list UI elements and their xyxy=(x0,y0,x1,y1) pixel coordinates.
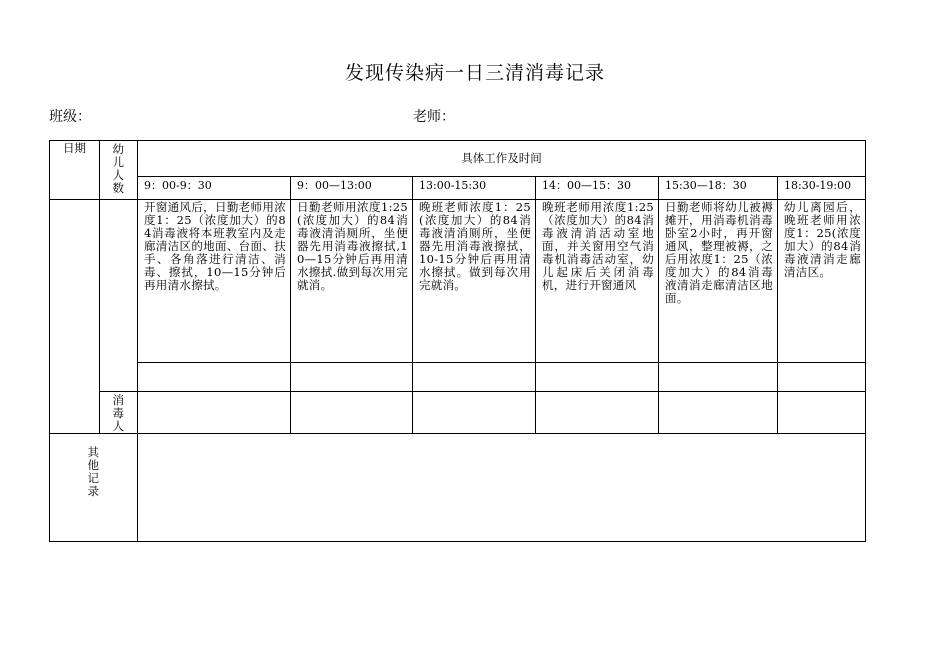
blank-cell[interactable] xyxy=(413,363,536,392)
time-slot: 18:30-19:00 xyxy=(778,177,866,200)
disinfector-label: 消毒人 xyxy=(100,392,138,434)
other-records-cell[interactable] xyxy=(138,434,866,542)
task-description: 幼儿离园后，晚班老师用浓度1：25(浓度加大）的84消毒液清消走廊清洁区。 xyxy=(778,200,866,363)
disinfector-row xyxy=(50,392,866,434)
page-title: 发现传染病一日三清消毒记录 xyxy=(344,62,605,84)
disinfector-signature-cell[interactable] xyxy=(413,392,536,434)
teacher-label: 老师： xyxy=(413,109,455,125)
blank-cell[interactable] xyxy=(659,363,778,392)
other-records-row xyxy=(50,434,866,542)
blank-row xyxy=(50,363,866,392)
class-label: 班级： xyxy=(49,109,91,125)
children-count-cell[interactable] xyxy=(100,200,138,392)
time-slot-row xyxy=(50,177,866,200)
time-slot: 9：00—13:00 xyxy=(291,177,413,200)
task-description: 晚班老师浓度1：25(浓度加大）的84消毒液清消厕所，坐便器先用消毒液擦拭，10-15分钟后再用清水擦拭。做到每次用完就消。 xyxy=(413,200,536,363)
task-description: 日勤老师用浓度1:25(浓度加大）的84消毒液清消厕所，坐便器先用消毒液擦拭,10—15分钟后再用清水擦拭.做到每次用完就消。 xyxy=(291,200,413,363)
blank-cell[interactable] xyxy=(778,363,866,392)
blank-cell[interactable] xyxy=(138,363,291,392)
time-slot: 13:00-15:30 xyxy=(413,177,536,200)
time-slot: 15:30—18：30 xyxy=(659,177,778,200)
blank-cell[interactable] xyxy=(291,363,413,392)
time-slot: 9：00-9：30 xyxy=(138,177,291,200)
disinfector-signature-cell[interactable] xyxy=(659,392,778,434)
header-row xyxy=(50,141,866,177)
time-slot: 14：00—15：30 xyxy=(536,177,659,200)
date-header: 日期 xyxy=(50,141,100,200)
work-time-header: 具体工作及时间 xyxy=(138,141,866,177)
task-row xyxy=(50,200,866,363)
task-description: 晚班老师用浓度1:25（浓度加大）的84消毒液清消活动室地面，并关窗用空气消毒机消毒活动室，幼儿起床后关闭消毒机，进行开窗通风 xyxy=(536,200,659,363)
blank-cell[interactable] xyxy=(536,363,659,392)
disinfection-record-table xyxy=(49,140,866,542)
date-cell[interactable] xyxy=(50,200,100,434)
disinfector-signature-cell[interactable] xyxy=(778,392,866,434)
disinfector-signature-cell[interactable] xyxy=(291,392,413,434)
task-description: 日勤老师将幼儿被褥摊开，用消毒机消毒卧室2小时，再开窗通风，整理被褥，之后用浓度1：25（浓度加大）的84消毒液清消走廊清洁区地面。 xyxy=(659,200,778,363)
task-description: 开窗通风后，日勤老师用浓度1：25（浓度加大）的84消毒液将本班教室内及走廊清洁区的地面、台面、扶手、各角落进行清洁、消毒、擦拭，10—15分钟后再用清水擦拭。 xyxy=(138,200,291,363)
other-records-label: 其他记录 xyxy=(50,434,138,542)
children-count-header: 幼儿人数 xyxy=(100,141,138,200)
disinfector-signature-cell[interactable] xyxy=(536,392,659,434)
disinfector-signature-cell[interactable] xyxy=(138,392,291,434)
